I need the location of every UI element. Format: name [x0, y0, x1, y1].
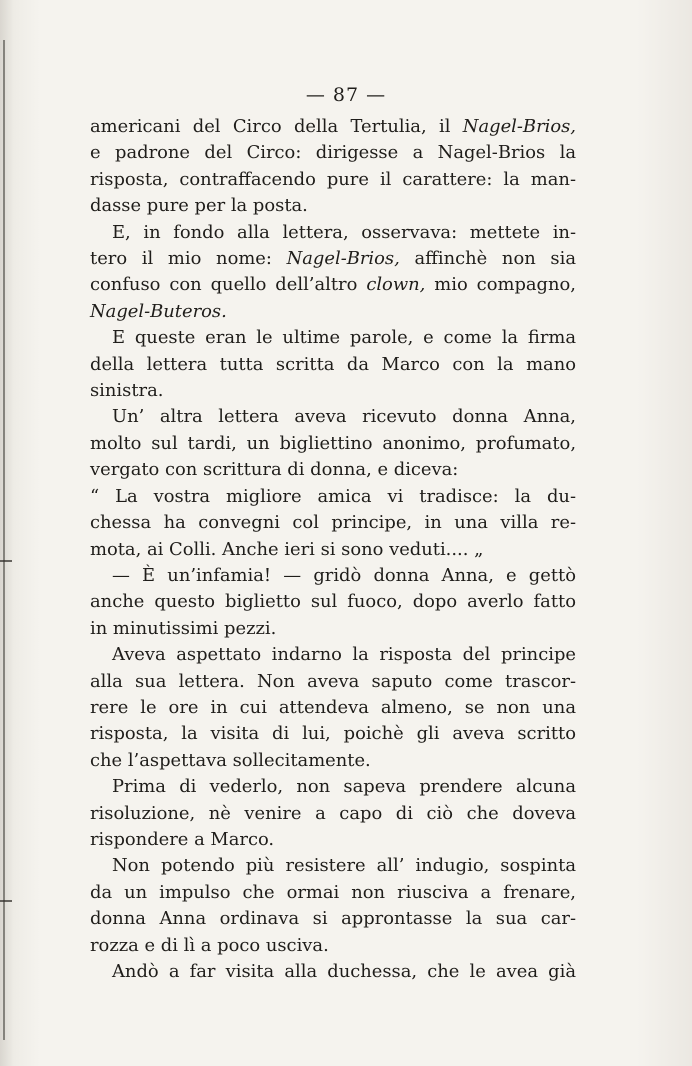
text-line: rispondere a Marco.: [90, 828, 275, 850]
text-line: risposta, la visita di lui, poichè gli aveva scritto: [90, 723, 576, 745]
text-line: e padrone del Circo: dirigesse a Nagel-Brios la: [90, 142, 576, 164]
text-line: in minutissimi pezzi.: [90, 617, 277, 639]
text-line: Prima di vederlo, non sapeva prendere alcuna: [112, 776, 576, 798]
text-line: molto sul tardi, un bigliettino anonimo, profumato,: [90, 432, 576, 454]
body-text: [90, 114, 576, 985]
page-edge-shadow: [3, 40, 5, 1040]
text-line: vergato con scrittura di donna, e diceva:: [90, 459, 459, 481]
text-line: risposta, contraffacendo pure il carattere: la man-: [90, 168, 576, 190]
text-line: sinistra.: [90, 380, 164, 402]
text-line: Andò a far visita alla duchessa, che le avea già: [112, 961, 576, 982]
text-line: E queste eran le ultime parole, e come la firma: [112, 327, 576, 349]
text-line: da un impulso che ormai non riusciva a frenare,: [90, 881, 576, 903]
text-line: dasse pure per la posta.: [90, 195, 308, 217]
text-line: — È un’infamia! — gridò donna Anna, e gettò: [112, 564, 576, 586]
text-line: confuso con quello dell’altro clown, mio compagno,: [90, 274, 576, 296]
page-edge-mark: [0, 560, 12, 562]
text-line: americani del Circo della Tertulia, il Nagel-Brios,: [90, 116, 576, 137]
text-line: Aveva aspettato indarno la risposta del principe: [112, 644, 576, 666]
page-edge-mark: [0, 900, 12, 902]
text-line: chessa ha convegni col principe, in una villa re-: [90, 512, 576, 534]
text-line: anche questo biglietto sul fuoco, dopo averlo fatto: [90, 591, 576, 613]
text-line: alla sua lettera. Non aveva saputo come trascor-: [90, 670, 576, 692]
text-line: Nagel-Buteros.: [90, 300, 227, 322]
text-line: Non potendo più resistere all’ indugio, sospinta: [112, 855, 576, 877]
text-line: Un’ altra lettera aveva ricevuto donna Anna,: [112, 406, 576, 428]
text-line: rere le ore in cui attendeva almeno, se non una: [90, 696, 576, 718]
text-line: tero il mio nome: Nagel-Brios, affinchè non sia: [90, 248, 576, 270]
text-line: mota, ai Colli. Anche ieri si sono veduti.... „: [90, 538, 484, 560]
text-line: che l’aspettava sollecitamente.: [90, 749, 371, 771]
text-line: “ La vostra migliore amica vi tradisce: la du-: [90, 485, 576, 507]
text-line: E, in fondo alla lettera, osservava: mettete in-: [112, 221, 576, 243]
page-number: — 87 —: [305, 84, 387, 106]
text-line: risoluzione, nè venire a capo di ciò che doveva: [90, 802, 576, 824]
text-line: donna Anna ordinava si approntasse la sua car-: [90, 908, 576, 930]
text-line: rozza e di lì a poco usciva.: [90, 934, 329, 956]
text-line: della lettera tutta scritta da Marco con la mano: [90, 353, 576, 375]
